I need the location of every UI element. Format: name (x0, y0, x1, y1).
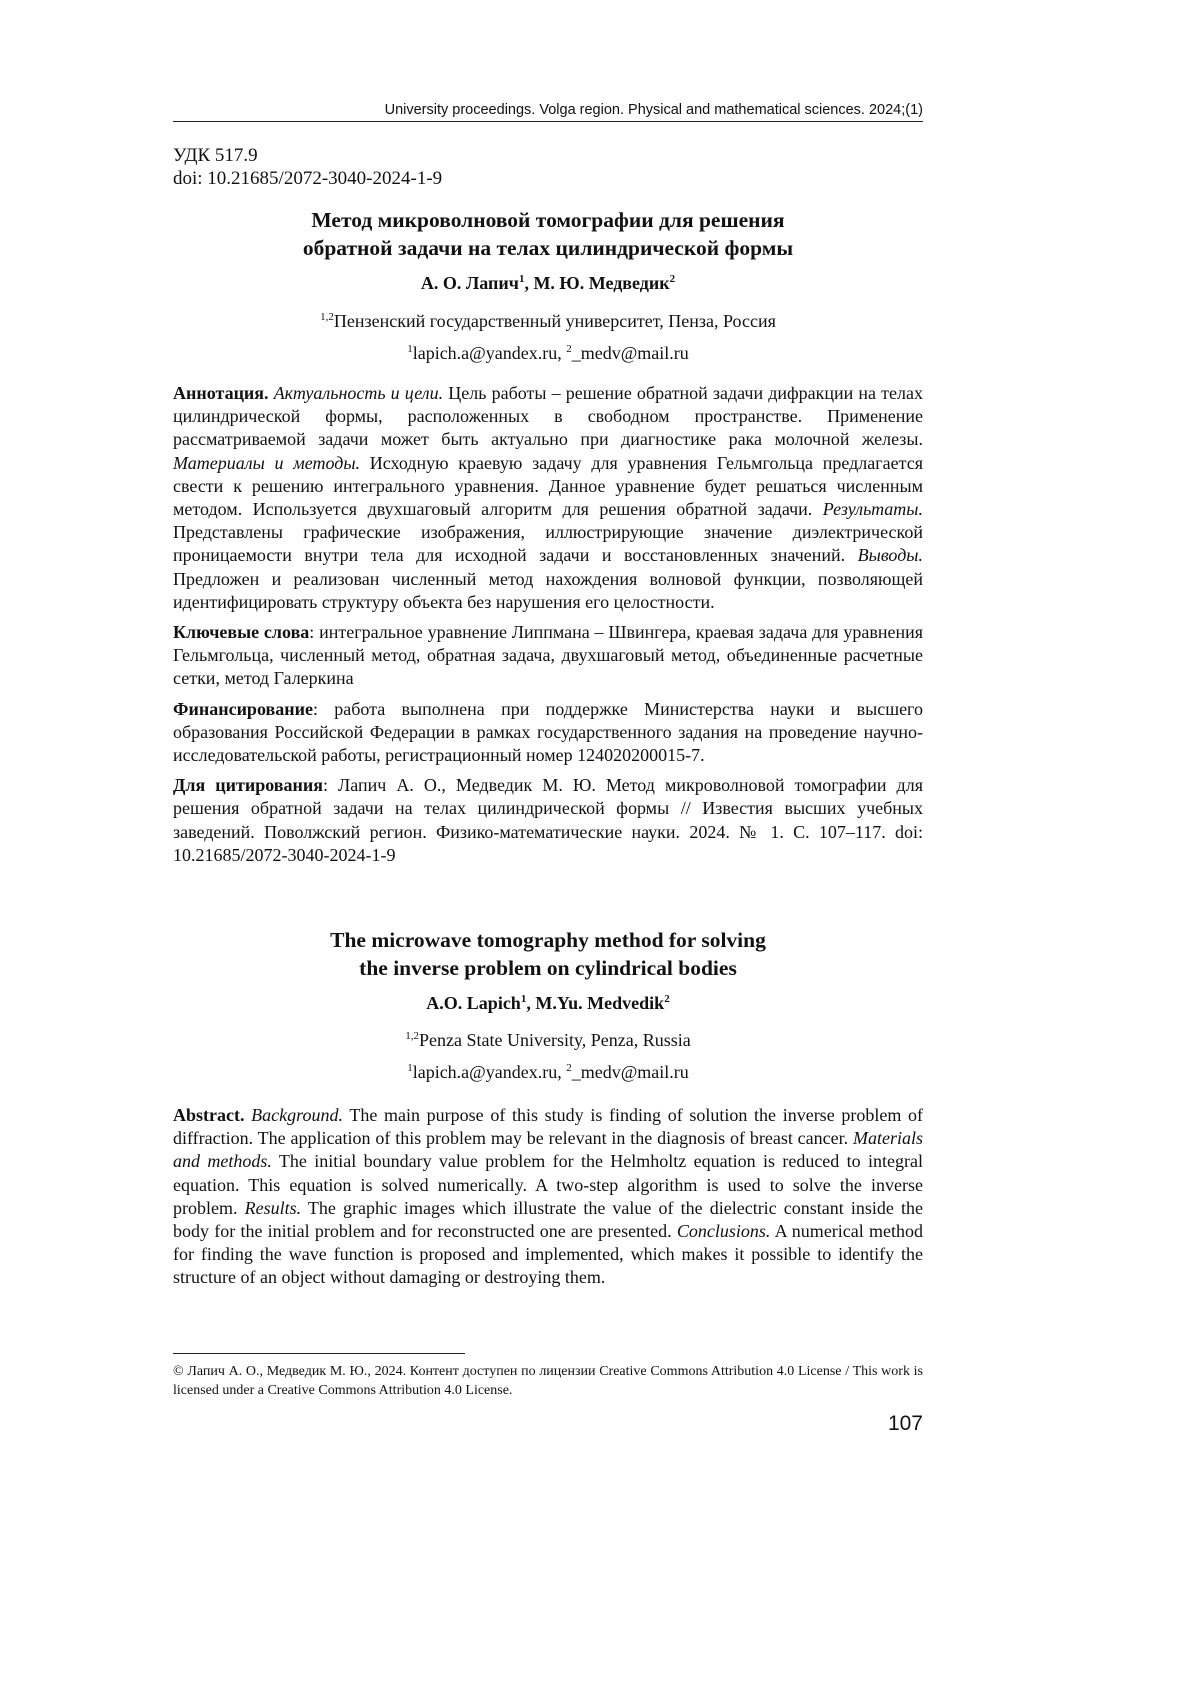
authors-ru (173, 272, 923, 297)
citation-ru (173, 774, 923, 867)
udk-code: УДК 517.9 (173, 145, 258, 166)
footnote-rule (173, 1353, 465, 1354)
abstract-ru-t3: Представлены графические изображения, иллюстрирующие значение диэлектрической проницаемости внутри тела для исходной задачи и восстановленных значений. (173, 522, 923, 566)
email1-ru-sup: 1 (407, 343, 413, 355)
author2-en-sup: 2 (664, 993, 670, 1005)
doi: doi: 10.21685/2072-3040-2024-1-9 (173, 168, 443, 189)
affiliation-ru-sup: 1,2 (320, 311, 334, 323)
abstract-en-t1: The main purpose of this study is finding of solution the inverse problem of diffraction. The application of this problem may be relevant in the diagnosis of breast cancer. (173, 1105, 924, 1149)
email1-ru: lapich.a@yandex.ru, (412, 343, 567, 363)
abstract-ru-t4: Предложен и реализован численный метод нахождения волновой функции, позволяющей идентифицировать структуру объекта без нарушения его целостности. (173, 568, 923, 612)
authors-en (173, 992, 923, 1017)
title-en-line2: the inverse problem on cylindrical bodies (359, 956, 737, 980)
title-ru-line2: обратной задачи на телах цилиндрической формы (302, 236, 794, 260)
keywords-ru-text: : интегральное уравнение Липпмана – Швингера, краевая задача для уравнения Гельмгольца, численный метод, обратная задача, двухшаговый метод, объединенные расчетные сетки, метод Галеркина (173, 622, 924, 689)
email2-ru: _medv@mail.ru (571, 343, 689, 363)
abstract-en-t4: A numerical method for finding the wave function is proposed and implemented, which makes it possible to identify the structure of an object without damaging or destroying them. (173, 1221, 923, 1288)
affiliation-en (173, 1026, 923, 1058)
abstract-en-t2: The initial boundary value problem for the Helmholtz equation is reduced to integral equation. This equation is solved numerically. A two-step algorithm is used to solve the inverse problem. (173, 1151, 923, 1218)
abstract-en-h2: Materials and methods. (173, 1128, 923, 1172)
author-separator-ru: , (524, 273, 534, 293)
abstract-ru (173, 382, 923, 614)
abstract-en-h1: Background. (251, 1105, 343, 1125)
udk-doi-block (173, 144, 923, 190)
keywords-ru (173, 621, 923, 691)
affiliation-ru (173, 307, 923, 339)
funding-ru-text: : работа выполнена при поддержке Министерства науки и высшего образования Российской Федерации в рамках государственного задания на проведение научно-исследовательской работы, регистрационный номер 124020200015-7. (173, 698, 923, 766)
affiliation-en-block (173, 1026, 923, 1090)
author2-ru-sup: 2 (669, 273, 676, 285)
email2-en: _medv@mail.ru (571, 1062, 689, 1082)
author1-ru: А. О. Лапич (420, 273, 519, 293)
page-number: 107 (887, 1412, 923, 1435)
abstract-en-label: Abstract. (173, 1105, 245, 1125)
abstract-ru-h1: Актуальность и цели. (273, 383, 444, 403)
abstract-ru-h2: Материалы и методы. (173, 452, 361, 473)
keywords-ru-label: Ключевые слова (173, 622, 310, 643)
author1-en: A.O. Lapich (426, 993, 521, 1013)
running-head: University proceedings. Volga region. Physical and mathematical sciences. 2024;(1) (173, 102, 923, 122)
email1-en: lapich.a@yandex.ru, (412, 1062, 567, 1082)
abstract-ru-h4: Выводы. (857, 545, 923, 566)
affiliation-en-text: Penza State University, Penza, Russia (418, 1030, 691, 1050)
citation-ru-label: Для цитирования (173, 775, 323, 796)
abstract-ru-h3: Результаты. (822, 499, 923, 520)
title-ru (173, 206, 923, 262)
emails-en (173, 1058, 923, 1090)
email1-en-sup: 1 (407, 1062, 413, 1074)
abstract-en-block (173, 1104, 923, 1297)
abstract-ru-label: Аннотация. (173, 383, 269, 403)
title-ru-line1: Метод микроволновой томографии для решения (311, 208, 785, 232)
email2-en-sup: 2 (566, 1062, 572, 1074)
abstract-ru-t1: Цель работы – решение обратной задачи дифракции на телах цилиндрической формы, расположенных в свободном пространстве. Применение рассматриваемой задачи может быть актуально при диагностике рака молочной железы. (173, 383, 923, 450)
author-separator-en: , (526, 993, 536, 1013)
citation-ru-text: : Лапич А. О., Медведик М. Ю. Метод микроволновой томографии для решения обратной задачи на телах цилиндрической формы // Известия высших учебных заведений. Поволжский регион. Физико-математические науки. 2024. № 1. С. 107–117. doi: 10.21685/2072-3040-2024-1-9 (173, 775, 923, 865)
author2-ru: М. Ю. Медведик (533, 273, 670, 293)
abstract-en-h4: Conclusions. (676, 1221, 771, 1242)
abstract-ru-block (173, 382, 923, 874)
funding-ru (173, 698, 923, 768)
affiliation-ru-text: Пензенский государственный университет, Пенза, Россия (333, 311, 776, 331)
author2-en: M.Yu. Medvedik (535, 993, 665, 1013)
affiliation-ru-block (173, 307, 923, 371)
abstract-en (173, 1104, 923, 1290)
affiliation-en-sup: 1,2 (405, 1030, 419, 1042)
abstract-en-t3: The graphic images which illustrate the value of the dielectric constant inside the body for the initial problem and for reconstructed one are presented. (173, 1197, 923, 1242)
footnote: © Лапич А. О., Медведик М. Ю., 2024. Контент доступен по лицензии Creative Commons Attribution 4.0 License / This work is licensed under a Creative Commons Attribution 4.0 License. (173, 1364, 923, 1398)
emails-ru (173, 339, 923, 371)
email2-ru-sup: 2 (566, 343, 572, 355)
title-en-line1: The microwave tomography method for solving (330, 928, 766, 952)
author1-en-sup: 1 (520, 993, 527, 1005)
abstract-en-h3: Results. (244, 1197, 302, 1218)
abstract-ru-t2: Исходную краевую задачу для уравнения Гельмгольца предлагается свести к решению интегрального уравнения. Данное уравнение будет решаться численным методом. Используется двухшаговый алгоритм для решения обратной задачи. (173, 452, 923, 520)
title-en (173, 926, 923, 982)
author1-ru-sup: 1 (518, 273, 525, 285)
funding-ru-label: Финансирование (173, 698, 313, 719)
